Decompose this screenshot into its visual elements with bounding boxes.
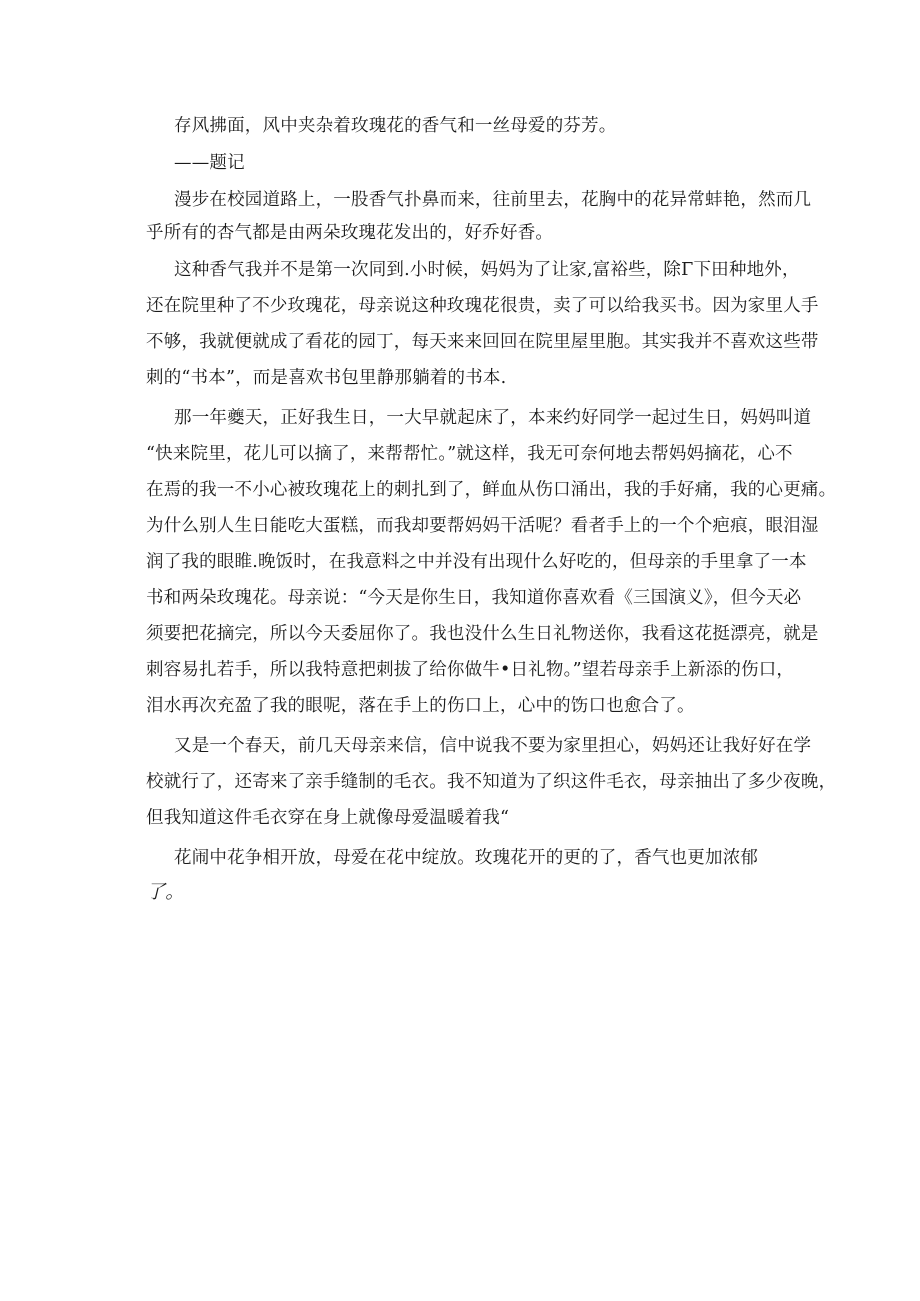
epigraph-text: 存风拂面，风中夹杂着玫瑰花的香气和一丝母爱的芬芳。 [174,116,617,136]
paragraph-2-line-2 [0,294,920,318]
paragraph-1-line-1 [0,188,920,212]
paragraph-5-line-2 [0,880,920,905]
text-line: 刺的“书本”，而是喜欢书包里静那躺着的书本. [146,368,507,388]
text-line: 但我知道这件毛衣穿在身上就像母爱温暖着我“ [146,808,510,828]
paragraph-4-line-1 [0,734,920,758]
text-line: 润了我的眼睢.晚饭时，在我意料之中并没有出现什么好吃的，但母亲的手里拿了一本 [146,552,807,572]
paragraph-3-line-6 [0,586,920,610]
paragraph-3-line-5 [0,550,920,574]
paragraph-3-line-2 [0,442,920,466]
paragraph-3-line-7 [0,622,920,646]
paragraph-2-line-4 [0,366,920,390]
paragraph-2-line-3 [0,330,920,354]
text-line: 为什么别人生日能吃大蛋糕，而我却要帮妈妈干活呢？看者手上的一个个疤痕，眼泪湿 [146,516,819,536]
text-line: 又是一个春天，前几天母亲来信，信中说我不要为家里担心，妈妈还让我好好在学 [174,736,812,756]
epigraph-attribution-line [0,151,920,175]
paragraph-3-line-9 [0,694,920,718]
text-line: 泪水再次充盈了我的眼呢，落在手上的伤口上，心中的饬口也愈合了。 [146,696,695,716]
paragraph-4-line-3 [0,806,920,830]
text-line: 漫步在校园道路上，一股香气扑鼻而来，往前里去，花胸中的花异常蚌艳，然而几 [174,190,812,210]
text-line: 这种香气我并不是第一次同到.小时候，妈妈为了让家,富裕些，除Γ下田种地外， [174,260,800,280]
paragraph-3-line-4 [0,514,920,538]
paragraph-5-line-1 [0,846,920,870]
text-line: 那一年夔天，正好我生日，一大早就起床了，本来约好同学一起过生日，妈妈叫道 [174,408,812,428]
paragraph-3-line-1 [0,406,920,430]
paragraph-2-line-1 [0,258,920,282]
text-line: “快来院里，花儿可以摘了，来帮帮忙。”就这样，我无可奈何地去帮妈妈摘花，心不 [146,444,793,464]
paragraph-3-line-8 [0,658,920,682]
text-line: 校就行了，还寄来了亲手缝制的毛衣。我不知道为了织这件毛衣，母亲抽出了多少夜晚， [146,772,837,792]
text-line: 花闹中花争相开放，母爱在花中绽放。玫瑰花开的更的了，香气也更加浓郁 [174,848,759,868]
text-line: 刺容易扎若手，所以我特意把刺拔了给你做牛•日礼物。”望若母亲手上新添的伤口， [146,660,795,680]
text-line: 须要把花摘完，所以今天委屈你了。我也没什么生日礼物送你，我看这花挺漂亮，就是 [146,624,819,644]
text-line: 书和两朵玫瑰花。母亲说：“今天是你生日，我知道你喜欢看《三国演义》，但今天必 [146,588,802,608]
paragraph-1-line-2 [0,221,920,245]
text-line: 了。 [146,881,185,903]
text-line: 在焉的我一不小心被玫瑰花上的刺扎到了，鲜血从伤口涌出，我的手好痛，我的心更痛。 [146,480,837,500]
epigraph-line [0,114,920,138]
text-line: 还在院里种了不少玫瑰花，母亲说这种玫瑰花很贵，卖了可以给我买书。因为家里人手 [146,296,819,316]
text-line: 不够，我就便就成了看花的园丁，每天来来回回在院里屋里胞。其实我并不喜欢这些带 [146,332,819,352]
paragraph-4-line-2 [0,770,920,794]
text-line: 乎所有的杏气都是由两朵玫瑰花发出的，好乔好香。 [146,223,554,243]
paragraph-3-line-3 [0,478,920,502]
epigraph-attribution: ——题记 [174,153,245,173]
